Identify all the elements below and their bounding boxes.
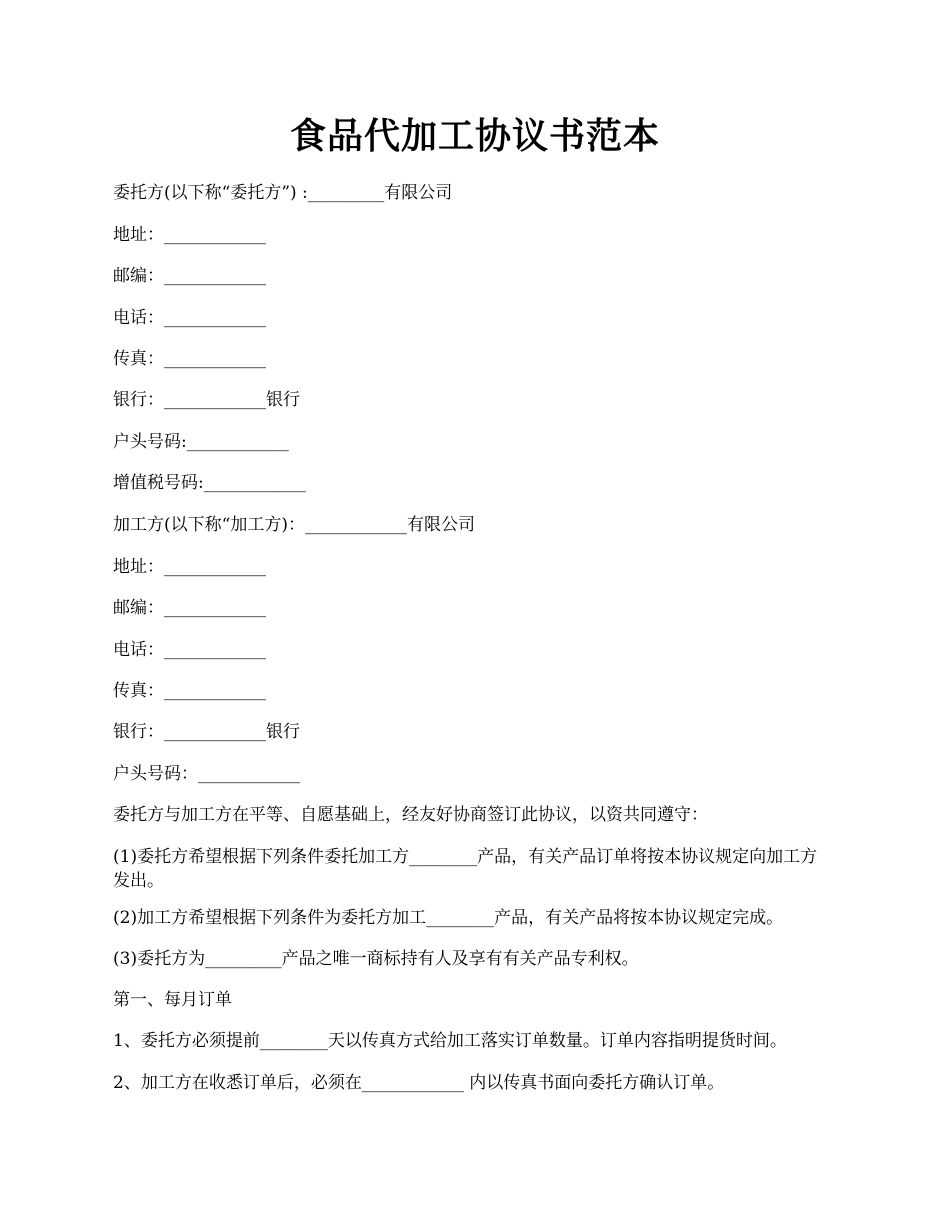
order-item-2: 2、加工方在收悉订单后，必须在____________ 内以传真书面向委托方确认订单。 [113,1073,725,1093]
processor-phone-line: 电话：____________ [113,640,266,660]
document-title: 食品代加工协议书范本 [289,115,660,157]
processor-party-line: 加工方(以下称“加工方)：____________有限公司 [113,515,475,535]
client-account-line: 户头号码:____________ [113,432,289,452]
processor-account-line: 户头号码：____________ [113,764,300,784]
client-fax-line: 传真：____________ [113,349,266,369]
clause-3: (3)委托方为_________产品之唯一商标持有人及享有有关产品专利权。 [113,949,639,969]
clause-1: (1)委托方希望根据下列条件委托加工方________产品，有关产品订单将按本协议规定向加工方发出。 [113,847,818,891]
processor-bank-line: 银行：____________银行 [113,722,300,742]
processor-fax-line: 传真：____________ [113,681,266,701]
agreement-intro: 委托方与加工方在平等、自愿基础上，经友好协商签订此协议，以资共同遵守： [113,805,708,825]
client-bank-line: 银行：____________银行 [113,390,300,410]
processor-address-line: 地址：____________ [113,557,266,577]
processor-postcode-line: 邮编：____________ [113,598,266,618]
clause-2: (2)加工方希望根据下列条件为委托方加工________产品，有关产品将按本协议规定完成。 [113,908,784,928]
client-vat-line: 增值税号码:____________ [113,473,306,493]
section-heading: 第一、每月订单 [113,990,232,1010]
client-postcode-line: 邮编：____________ [113,266,266,286]
client-phone-line: 电话：____________ [113,308,266,328]
order-item-1: 1、委托方必须提前________天以传真方式给加工落实订单数量。订单内容指明提货时间。 [113,1031,787,1051]
client-address-line: 地址：____________ [113,225,266,245]
client-party-line: 委托方(以下称“委托方”) :_________有限公司 [113,183,453,203]
